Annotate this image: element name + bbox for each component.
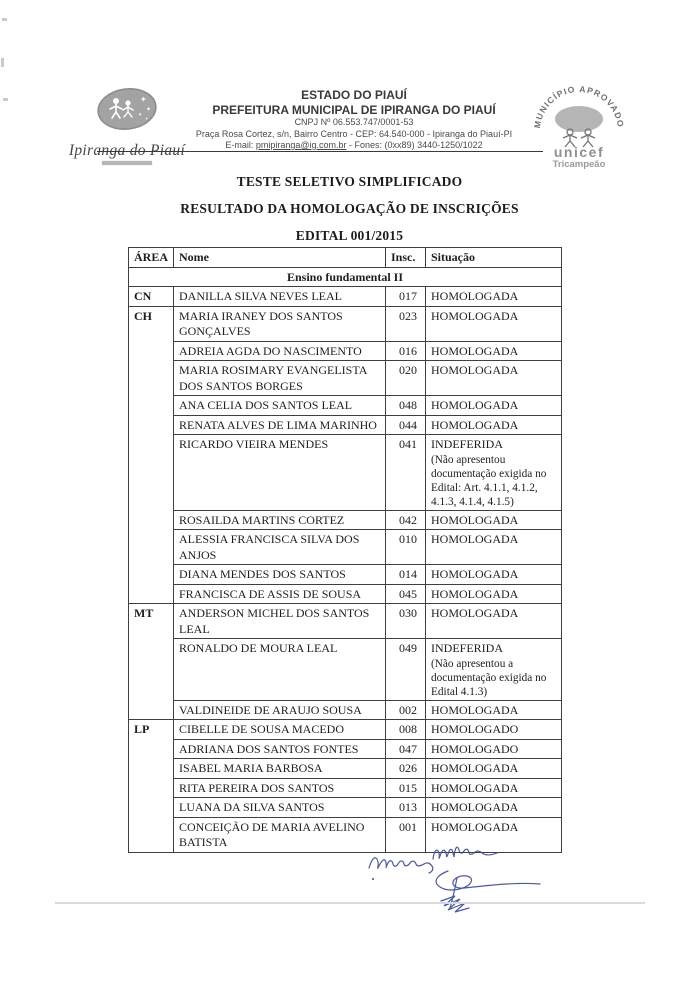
table-row	[129, 510, 562, 530]
doc-title-3: EDITAL 001/2015	[295, 228, 404, 243]
situacao-cell	[426, 306, 562, 341]
insc-cell: 041	[386, 435, 426, 511]
nome-cell: ISABEL MARIA BARBOSA	[174, 759, 386, 779]
table-row	[129, 361, 562, 396]
nome-cell: ROSAILDA MARTINS CORTEZ	[174, 510, 386, 530]
svg-text:✦: ✦	[146, 107, 152, 113]
table-row	[129, 396, 562, 416]
nome-cell: ADRIANA DOS SANTOS FONTES	[174, 739, 386, 759]
insc-cell: 049	[386, 639, 426, 701]
table-row	[129, 604, 562, 639]
column-header: Situação	[426, 248, 562, 268]
situacao-status: HOMOLOGADA	[431, 289, 519, 303]
scan-artifact	[1, 58, 4, 67]
logo-tagline	[102, 161, 152, 165]
results-table	[128, 247, 562, 853]
phones: - Fones: (0xx89) 3440-1250/1022	[346, 140, 483, 150]
letterhead	[168, 88, 540, 152]
svg-text:✦: ✦	[140, 95, 147, 104]
table-row	[129, 415, 562, 435]
table-row	[129, 798, 562, 818]
handwritten-signatures	[335, 838, 565, 933]
nome-cell: DIANA MENDES DOS SANTOS	[174, 565, 386, 585]
nome-cell: CIBELLE DE SOUSA MACEDO	[174, 720, 386, 740]
unicef-seal-icon	[520, 77, 638, 169]
unicef-arc-text: MUNICÍPIO APROVADO	[531, 83, 626, 129]
table-row	[129, 584, 562, 604]
section-header: Ensino fundamental II	[129, 267, 562, 287]
nome-cell: CONCEIÇÃO DE MARIA AVELINO BATISTA	[174, 817, 386, 852]
column-header: Nome	[174, 248, 386, 268]
situacao-cell	[426, 700, 562, 720]
situacao-status: HOMOLOGADA	[431, 567, 519, 581]
insc-cell: 010	[386, 530, 426, 565]
insc-cell: 042	[386, 510, 426, 530]
nome-cell: LUANA DA SILVA SANTOS	[174, 798, 386, 818]
unicef-seal	[520, 77, 638, 174]
insc-cell: 016	[386, 341, 426, 361]
table-row	[129, 306, 562, 341]
table-row	[129, 287, 562, 307]
table-row	[129, 435, 562, 511]
insc-cell: 015	[386, 778, 426, 798]
insc-cell: 044	[386, 415, 426, 435]
nome-cell: RITA PEREIRA DOS SANTOS	[174, 778, 386, 798]
situacao-cell	[426, 510, 562, 530]
doc-title-2: RESULTADO DA HOMOLOGAÇÃO DE INSCRIÇÕES	[180, 201, 519, 216]
situacao-cell	[426, 530, 562, 565]
email-label: E-mail:	[225, 140, 256, 150]
situacao-cell	[426, 361, 562, 396]
state-name: ESTADO DO PIAUÍ	[301, 88, 407, 102]
situacao-status: INDEFERIDA	[431, 437, 503, 451]
nome-cell: VALDINEIDE DE ARAUJO SOUSA	[174, 700, 386, 720]
situacao-cell	[426, 396, 562, 416]
situacao-cell	[426, 639, 562, 701]
svg-text:✦: ✦	[145, 116, 149, 121]
insc-cell: 014	[386, 565, 426, 585]
situacao-cell	[426, 415, 562, 435]
situacao-status: INDEFERIDA	[431, 641, 503, 655]
unicef-subtitle: Tricampeão	[552, 159, 606, 169]
header-divider	[97, 151, 543, 152]
situacao-status: HOMOLOGADO	[431, 741, 519, 756]
insc-cell: 008	[386, 720, 426, 740]
situacao-status: HOMOLOGADA	[431, 532, 519, 546]
insc-cell: 047	[386, 739, 426, 759]
insc-cell: 002	[386, 700, 426, 720]
situacao-note: (Não apresentou documentação exigida no Edital: Art. 4.1.1, 4.1.2, 4.1.3, 4.1.4, 4.1.5)	[431, 453, 547, 508]
nome-cell: RONALDO DE MOURA LEAL	[174, 639, 386, 701]
situacao-status: HOMOLOGADA	[431, 800, 519, 814]
situacao-status: HOMOLOGADA	[431, 398, 519, 412]
scan-artifact	[2, 18, 7, 21]
table-row	[129, 700, 562, 720]
org-name: PREFEITURA MUNICIPAL DE IPIRANGA DO PIAUÍ	[212, 102, 496, 117]
insc-cell: 048	[386, 396, 426, 416]
area-cell: LP	[129, 720, 174, 853]
scan-fold-line	[55, 902, 645, 904]
area-cell: CN	[129, 287, 174, 307]
email-address: pmipiranga@ig.com.br	[255, 140, 347, 150]
insc-cell: 020	[386, 361, 426, 396]
nome-cell: ANA CELIA DOS SANTOS LEAL	[174, 396, 386, 416]
doc-title-1: TESTE SELETIVO SIMPLIFICADO	[236, 174, 463, 189]
nome-cell: RICARDO VIEIRA MENDES	[174, 435, 386, 511]
situacao-status: HOMOLOGADA	[431, 819, 519, 834]
area-cell: CH	[129, 306, 174, 604]
insc-cell: 023	[386, 306, 426, 341]
table-row	[129, 778, 562, 798]
municipality-emblem-icon	[88, 84, 166, 136]
situacao-cell	[426, 739, 562, 759]
nome-cell: ANDERSON MICHEL DOS SANTOS LEAL	[174, 604, 386, 639]
situacao-cell	[426, 604, 562, 639]
scan-artifact	[3, 98, 8, 101]
situacao-note: (Não apresentou a documentação exigida no Edital 4.1.3)	[431, 657, 547, 698]
situacao-status: HOMOLOGADA	[431, 586, 519, 601]
table-row	[129, 739, 562, 759]
section-row	[129, 267, 562, 287]
table-row	[129, 759, 562, 779]
table-row	[129, 720, 562, 740]
nome-cell: RENATA ALVES DE LIMA MARINHO	[174, 415, 386, 435]
situacao-cell	[426, 720, 562, 740]
insc-cell: 013	[386, 798, 426, 818]
nome-cell: ALESSIA FRANCISCA SILVA DOS ANJOS	[174, 530, 386, 565]
table-row	[129, 530, 562, 565]
situacao-cell	[426, 435, 562, 511]
svg-text:✦: ✦	[138, 112, 143, 118]
insc-cell: 030	[386, 604, 426, 639]
insc-cell: 026	[386, 759, 426, 779]
nome-cell: ADREIA AGDA DO NASCIMENTO	[174, 341, 386, 361]
column-header: ÁREA	[129, 248, 174, 268]
situacao-status: HOMOLOGADA	[431, 780, 519, 795]
results-table-body	[129, 248, 562, 853]
situacao-cell	[426, 341, 562, 361]
address-line: Praça Rosa Cortez, s/n, Bairro Centro - CEP: 64.540-000 - Ipiranga do Piauí-PI	[195, 128, 513, 139]
situacao-cell	[426, 778, 562, 798]
table-row	[129, 341, 562, 361]
nome-cell: MARIA ROSIMARY EVANGELISTA DOS SANTOS BORGES	[174, 361, 386, 396]
situacao-status: HOMOLOGADO	[431, 722, 519, 736]
situacao-status: HOMOLOGADA	[431, 761, 519, 775]
column-header: Insc.	[386, 248, 426, 268]
situacao-cell	[426, 565, 562, 585]
situacao-cell	[426, 798, 562, 818]
situacao-status: HOMOLOGADA	[431, 606, 519, 620]
table-header-row	[129, 248, 562, 268]
situacao-status: HOMOLOGADA	[431, 417, 519, 432]
insc-cell: 001	[386, 817, 426, 852]
situacao-status: HOMOLOGADA	[431, 512, 519, 527]
contact-line	[168, 140, 540, 152]
situacao-cell	[426, 759, 562, 779]
cnpj-line: CNPJ Nº 06.553.747/0001-53	[294, 117, 414, 127]
table-row	[129, 565, 562, 585]
unicef-wordmark: unicef	[553, 144, 605, 160]
insc-cell: 017	[386, 287, 426, 307]
situacao-status: HOMOLOGADA	[431, 308, 519, 323]
nome-cell: FRANCISCA DE ASSIS DE SOUSA	[174, 584, 386, 604]
situacao-status: HOMOLOGADA	[431, 343, 519, 358]
nome-cell: MARIA IRANEY DOS SANTOS GONÇALVES	[174, 306, 386, 341]
situacao-status: HOMOLOGADA	[431, 702, 519, 717]
municipality-name: Ipiranga do Piauí	[68, 142, 186, 159]
nome-cell: DANILLA SILVA NEVES LEAL	[174, 287, 386, 307]
area-cell: MT	[129, 604, 174, 720]
insc-cell: 045	[386, 584, 426, 604]
situacao-cell	[426, 584, 562, 604]
table-row	[129, 639, 562, 701]
situacao-status: HOMOLOGADA	[431, 363, 519, 377]
situacao-cell	[426, 287, 562, 307]
